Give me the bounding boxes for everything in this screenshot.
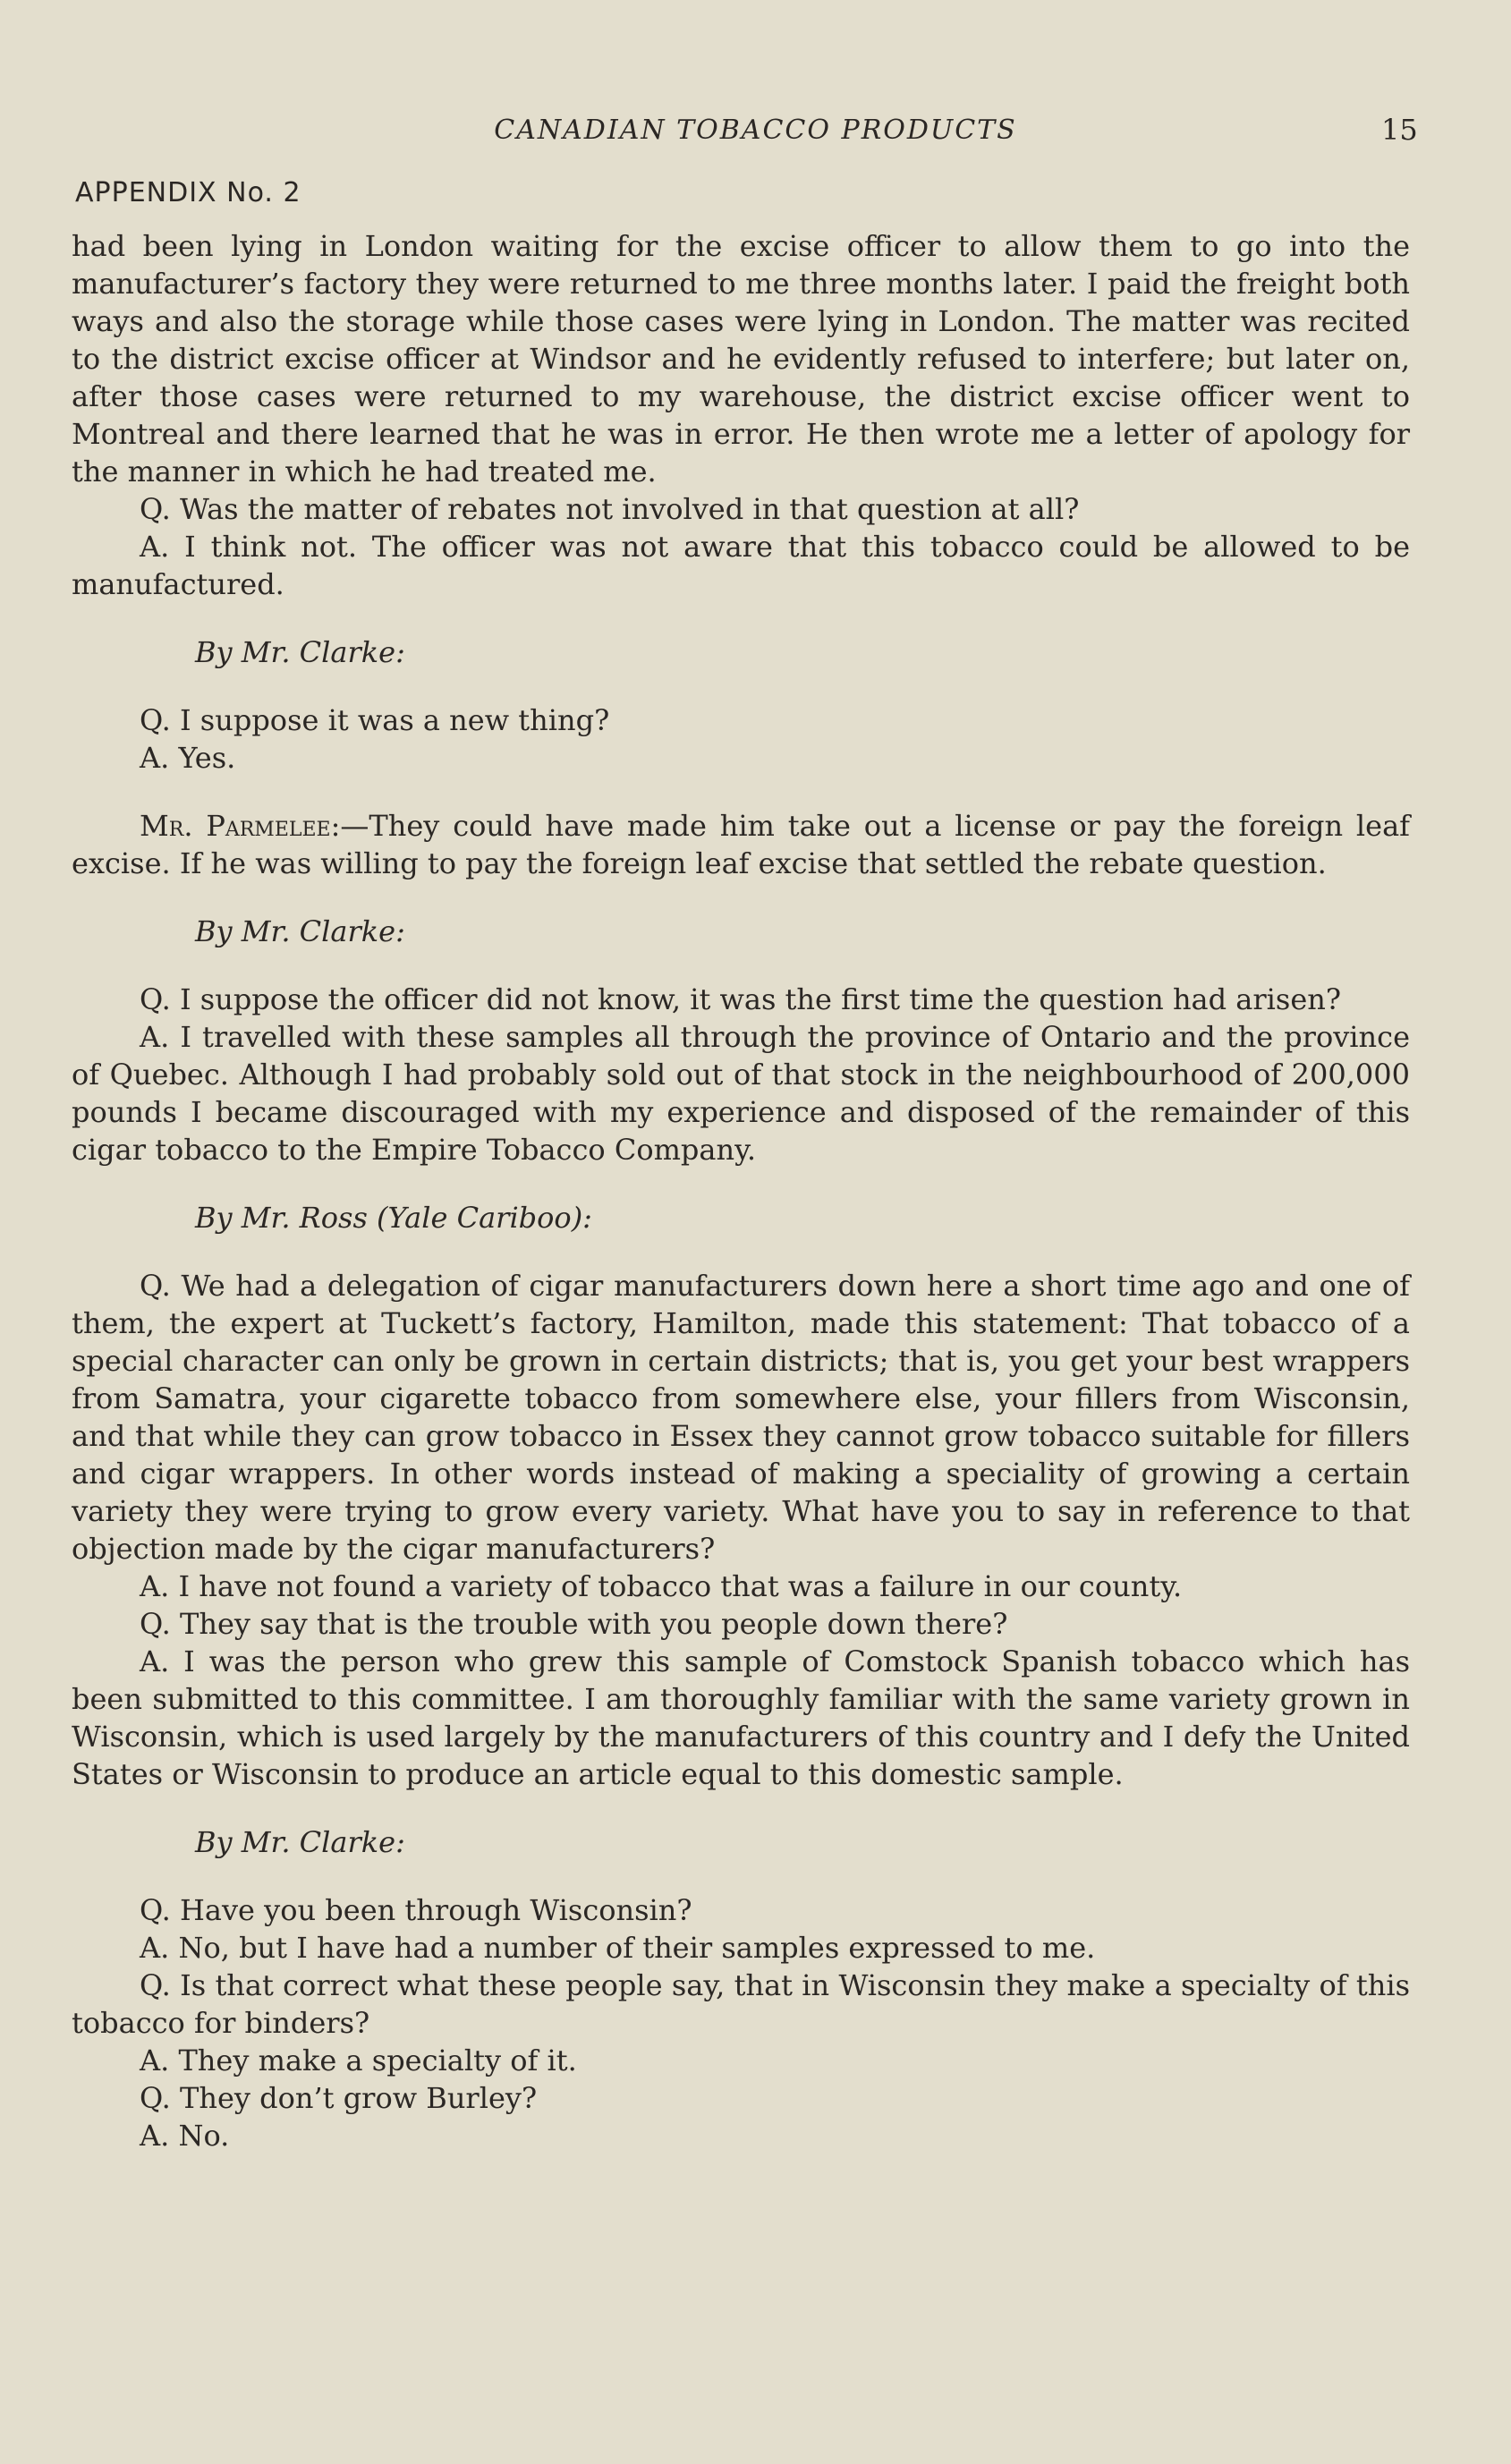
answer: A. They make a specialty of it. [140, 2043, 577, 2077]
answer: A. No, but I have had a number of their samples expressed to me. [140, 1931, 1096, 1965]
answer: A. I was the person who grew this sample of Comstock Spanish tobacco which has been submitted to this committee. I am thoroughly familiar with the same variety grown in Wisconsin, which is used largely by the manufacturers of this country and I defy the United States or Wisconsin to produce an article equal to this domestic sample. [72, 1644, 1410, 1791]
section-heading: By Mr. Clarke: [195, 1825, 405, 1859]
question: Q. Was the matter of rebates not involved in that question at all? [140, 492, 1080, 526]
question: Q. They don’t grow Burley? [140, 2081, 538, 2115]
answer: A. No. [140, 2119, 230, 2153]
speaker-name: Mr. Parmelee [140, 809, 331, 843]
paragraph: had been lying in London waiting for the excise officer to allow them to go into the manufacturer’s factory they were returned to me three months later. I paid the freight both ways and also the storage while those cases were lying in London. The matter was recited to the district excise officer at Windsor and he evidently refused to interfere; but later on, after those cases were returned to my warehouse, the district excise officer went to Montreal and there learned that he was in error. He then wrote me a letter of apology for the manner in which he had treated me. [72, 229, 1410, 489]
answer: A. I think not. The officer was not aware that this tobacco could be allowed to be manufactured. [72, 530, 1410, 601]
section-heading: By Mr. Clarke: [195, 635, 405, 669]
question: Q. We had a delegation of cigar manufacturers down here a short time ago and one of them, the expert at Tuckett’s factory, Hamilton, made this statement: That tobacco of a special character can only be grown in certain districts; that is, you get your best wrappers from Samatra, your cigarette tobacco from somewhere else, your fillers from Wisconsin, and that while they can grow tobacco in Essex they cannot grow tobacco suitable for fillers and cigar wrappers. In other words instead of making a speciality of growing a certain variety they were trying to grow every variety. What have you to say in reference to that objection made by the cigar manufacturers? [72, 1269, 1410, 1566]
question: Q. Have you been through Wisconsin? [140, 1893, 692, 1927]
answer: A. I have not found a variety of tobacco that was a failure in our county. [140, 1569, 1183, 1603]
answer: A. Yes. [140, 741, 236, 775]
section-heading: By Mr. Ross (Yale Cariboo): [195, 1201, 592, 1235]
running-title: CANADIAN TOBACCO PRODUCTS [494, 115, 1017, 146]
appendix-label: APPENDIX No. 2 [75, 177, 301, 208]
question: Q. They say that is the trouble with you people down there? [140, 1607, 1008, 1641]
question: Q. Is that correct what these people say, that in Wisconsin they make a specialty of this tobacco for binders? [72, 1968, 1410, 2040]
section-heading: By Mr. Clarke: [195, 914, 405, 948]
question: Q. I suppose the officer did not know, it was the first time the question had arisen? [140, 982, 1342, 1016]
speaker-paragraph [72, 807, 1410, 882]
question: Q. I suppose it was a new thing? [140, 703, 610, 737]
body-text [72, 227, 1410, 2154]
page-number: 15 [1381, 113, 1418, 147]
speaker-text: :—They could have made him take out a license or pay the foreign leaf excise. If he was willing to pay the foreign leaf excise that settled the rebate question. [72, 809, 1410, 880]
answer: A. I travelled with these samples all through the province of Ontario and the province of Quebec. Although I had probably sold out of that stock in the neighbourhood of 200,000 pounds I became discouraged with my experience and disposed of the remainder of this cigar tobacco to the Empire Tobacco Company. [72, 1020, 1410, 1167]
